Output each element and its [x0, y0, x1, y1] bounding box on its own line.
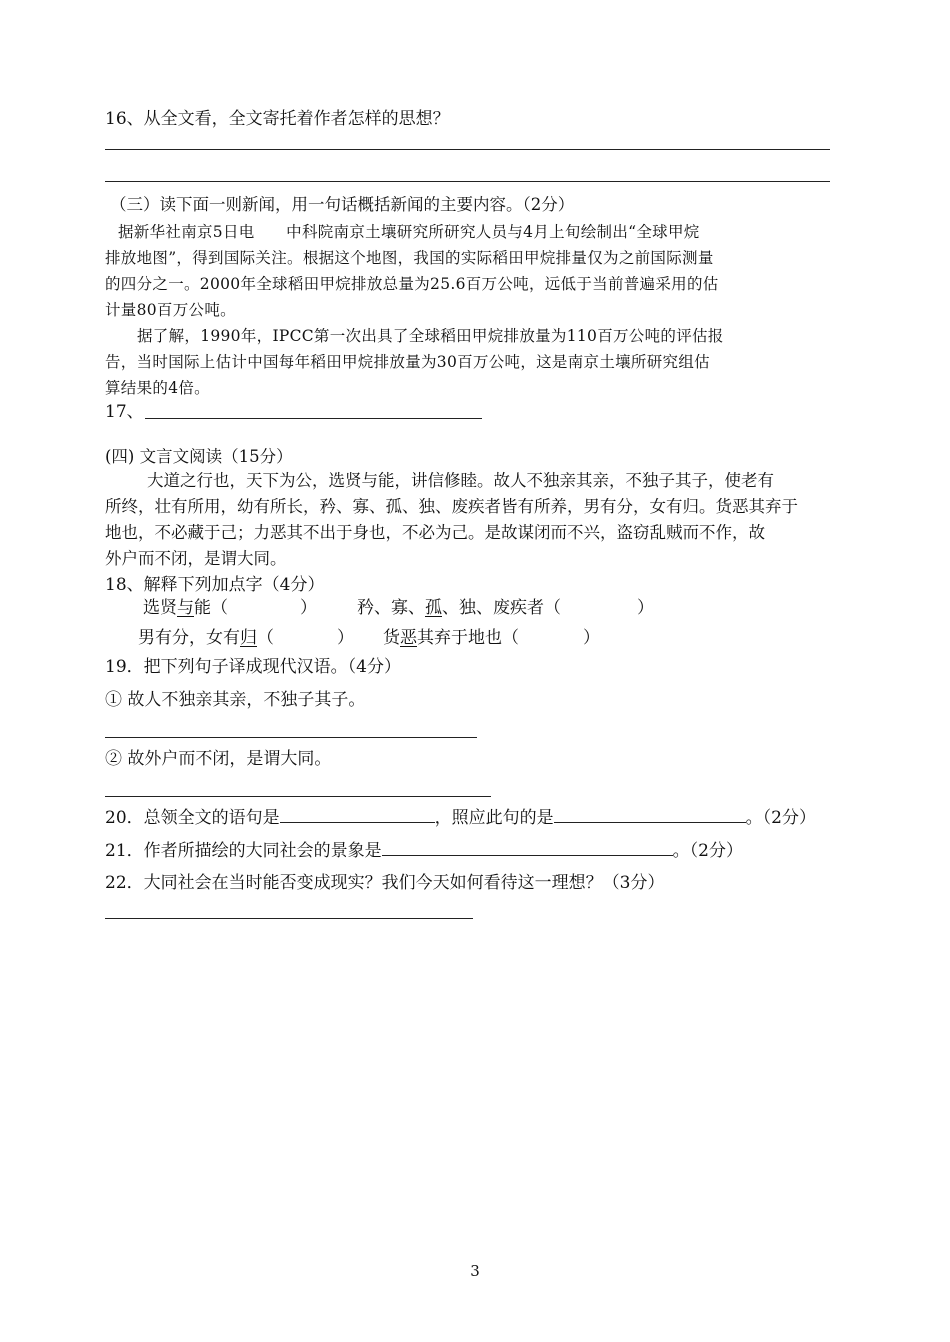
question-22: 22．大同社会在当时能否变成现实？我们今天如何看待这一理想？（3分）: [105, 873, 665, 893]
passage-line: 大道之行也，天下为公，选贤与能，讲信修睦。故人不独亲其亲，不独子其子，使老有: [147, 471, 774, 490]
question-21: 21．作者所描绘的大同社会的景象是 。（2分）: [105, 841, 743, 861]
q18-item-a: 选贤与能（: [143, 598, 228, 618]
q21-blank[interactable]: [382, 841, 673, 856]
section-3-heading: （三）读下面一则新闻，用一句话概括新闻的主要内容。（2分）: [110, 195, 575, 214]
q18-item-c: 男有分，女有归（: [138, 628, 274, 648]
passage-line: 所终，壮有所用，幼有所长，矜、寡、孤、独、废疾者皆有所养，男有分，女有归。货恶其弃于: [105, 497, 798, 516]
question-19: 19．把下列句子译成现代汉语。（4分）: [105, 657, 401, 677]
question-17-label: 17、: [105, 402, 144, 422]
passage-line: 地也，不必藏于己；力恶其不出于身也，不必为己。是故谋闭而不兴，盗窃乱贼而不作，故: [105, 523, 765, 542]
news-line: 算结果的4倍。: [105, 379, 210, 397]
q18-close-a: ）: [300, 598, 317, 618]
section-4-heading: (四) 文言文阅读（15分）: [105, 447, 293, 466]
q19-sentence-1: ① 故人不独亲其亲，不独子其子。: [105, 690, 366, 710]
answer-line-19a[interactable]: [105, 737, 477, 738]
answer-line-16b[interactable]: [105, 181, 830, 182]
passage-line: 外户而不闭，是谓大同。: [105, 549, 287, 568]
news-line: 的四分之一。2000年全球稻田甲烷排放总量为25.6百万公吨，远低于当前普遍采用的估: [105, 275, 719, 293]
news-line: 据新华社南京5日电 中科院南京土壤研究所研究人员与4月上旬绘制出“全球甲烷: [118, 223, 700, 241]
q19-sentence-2: ② 故外户而不闭，是谓大同。: [105, 749, 332, 769]
q18-close-b: ）: [637, 598, 654, 618]
answer-line-16a[interactable]: [105, 149, 830, 150]
q20-blank-1[interactable]: [280, 808, 435, 823]
question-16: 16、从全文看，全文寄托着作者怎样的思想？: [105, 109, 450, 129]
news-line: 据了解，1990年，IPCC第一次出具了全球稻田甲烷排放量为110百万公吨的评估报: [137, 327, 724, 345]
answer-line-19b[interactable]: [105, 796, 491, 797]
q18-item-d: 货恶其弃于地也（: [383, 628, 519, 648]
question-20: 20．总领全文的语句是 ，照应此句的是 。（2分）: [105, 808, 816, 828]
q18-item-b: 矜、寡、孤、独、废疾者（: [357, 598, 561, 618]
q18-close-c: ）: [337, 628, 354, 648]
news-line: 排放地图”，得到国际关注。根据这个地图，我国的实际稻田甲烷排量仅为之前国际测量: [105, 249, 714, 267]
news-line: 计量80百万公吨。: [105, 301, 236, 319]
page-number: 3: [470, 1262, 480, 1280]
q20-blank-2[interactable]: [554, 808, 746, 823]
answer-line-22[interactable]: [105, 918, 473, 919]
question-18: 18、解释下列加点字（4分）: [105, 575, 325, 595]
q18-close-d: ）: [583, 628, 600, 648]
answer-line-17[interactable]: [145, 418, 482, 419]
news-line: 告，当时国际上估计中国每年稻田甲烷排放量为30百万公吨，这是南京土壤所研究组估: [105, 353, 710, 371]
